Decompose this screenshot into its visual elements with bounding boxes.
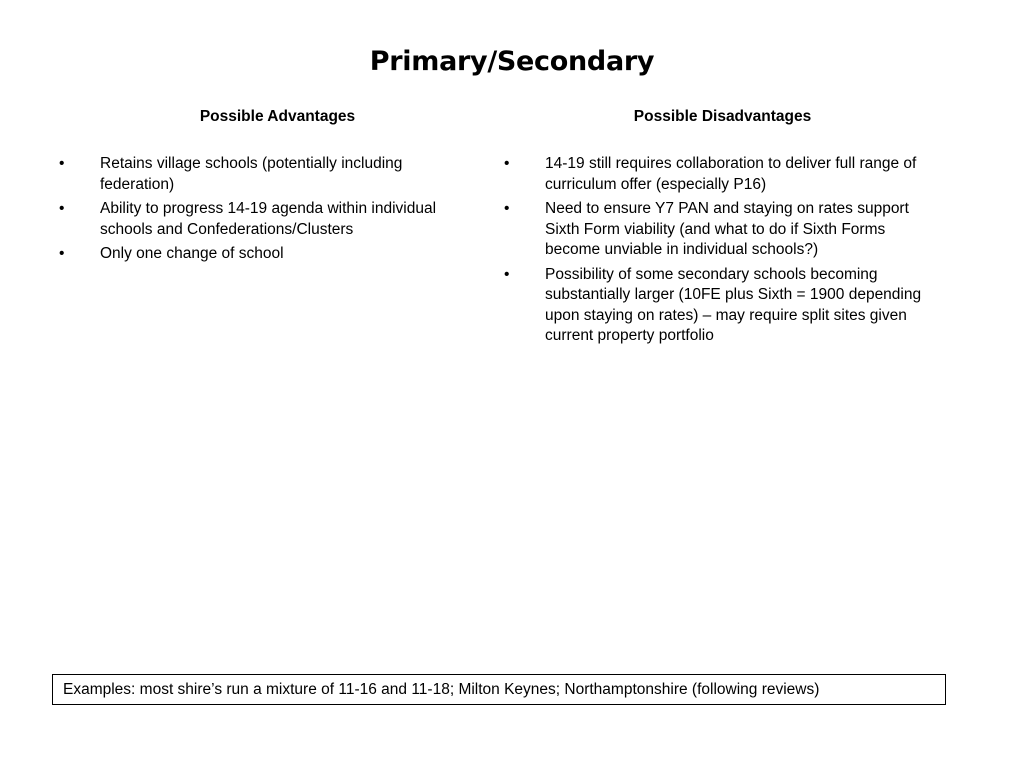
- examples-text: Examples: most shire’s run a mixture of 11-16 and 11-18; Milton Keynes; Northamptonshire (following reviews): [63, 681, 820, 698]
- advantage-text: Only one change of school: [100, 245, 284, 262]
- disadvantages-heading: Possible Disadvantages: [633, 108, 812, 125]
- bullet-icon: •: [59, 200, 65, 217]
- advantages-column: [55, 106, 500, 269]
- disadvantages-list: [500, 154, 945, 347]
- bullet-icon: •: [59, 155, 65, 172]
- disadvantages-column: [500, 106, 945, 351]
- bullet-icon: •: [504, 265, 510, 283]
- advantage-item: [55, 154, 500, 195]
- disadvantage-text: 14-19 still requires collaboration to deliver full range of curriculum offer (especially P16): [545, 155, 917, 193]
- advantage-text: Ability to progress 14-19 agenda within individual schools and Confederations/Clusters: [100, 200, 437, 238]
- bullet-icon: •: [504, 200, 510, 217]
- bullet-icon: •: [59, 245, 65, 262]
- slide-title: Primary/Secondary: [369, 46, 655, 77]
- bullet-icon: •: [504, 155, 510, 172]
- disadvantage-text: Possibility of some secondary schools becoming substantially larger (10FE plus Sixth = 1900 depending upon staying on rates) – may require split sites given current property portfolio: [545, 265, 922, 344]
- advantages-list: [55, 154, 500, 265]
- examples-box: [52, 674, 946, 705]
- advantages-heading: Possible Advantages: [199, 108, 356, 125]
- disadvantage-item: [500, 265, 945, 347]
- disadvantage-item: [500, 199, 945, 261]
- disadvantage-text: Need to ensure Y7 PAN and staying on rates support Sixth Form viability (and what to do if Sixth Forms become unviable in individual schools?): [545, 200, 909, 258]
- disadvantage-item: [500, 154, 945, 195]
- advantage-item: [55, 244, 500, 265]
- advantage-text: Retains village schools (potentially including federation): [100, 155, 403, 193]
- advantage-item: [55, 199, 500, 240]
